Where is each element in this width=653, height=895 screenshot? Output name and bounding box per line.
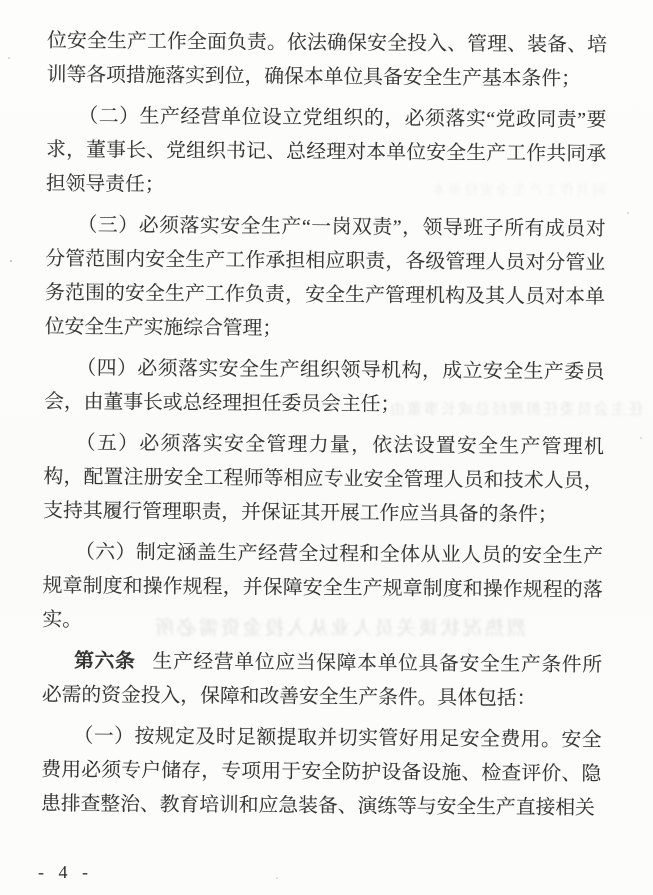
scan-speck	[8, 57, 10, 59]
scan-speck	[276, 877, 278, 879]
paragraph-item-5: （五）必须落实安全管理力量，依法设置安全生产管理机构，配置注册安全工程师等相应专业安全管理人员和技术人员，支持其履行管理职责，并保证其开展工作应当具备的条件；	[43, 432, 604, 526]
article-number: 第六条	[74, 650, 136, 673]
paragraph-item-2: （二）生产经营单位设立党组织的，必须落实“党政同责”要求，董事长、党组织书记、总经理对本单位安全生产工作共同承担领导责任；	[45, 105, 607, 196]
paragraph-item-3: （三）必须落实安全生产“一岗双责”，领导班子所有成员对分管范围内安全生产工作承担相应职责，各级管理人员对分管业务范围的安全生产工作负责，安全生产管理机构及其人员对本单位安全生产实施综合管理；	[44, 214, 606, 340]
paragraph-item-4: （四）必须落实安全生产组织领导机构，成立安全生产委员会，由董事长或总经理担任委员会主任；	[44, 357, 605, 416]
scan-speck	[640, 437, 642, 439]
bleedthrough-text: 同共作工产生全安位单本	[430, 184, 606, 199]
bleedthrough-text: 任主会员委任担理经总或长事董由	[388, 402, 644, 418]
paragraph-article-6	[42, 644, 603, 716]
paragraph-continuation: 位安全生产工作全面负责。依法确保安全投入、管理、装备、培训等各项措施落实到位，确保本单位具备安全生产基本条件；	[46, 29, 608, 91]
document-body-text	[41, 24, 607, 825]
scan-speck	[627, 212, 629, 214]
scan-speck	[10, 260, 12, 262]
paragraph-item-6: （六）制定涵盖生产经营全过程和全体从业人员的安全生产规章制度和操作规程，并保障安全生产规章制度和操作规程的落实。	[42, 541, 604, 632]
page-number: - 4 -	[38, 862, 93, 882]
bleedthrough-text: 烈热况状谈关员人业从入投金资需必所	[152, 618, 527, 639]
paragraph-item-1: （一）按规定及时足额提取并切实管好用足安全费用。安全费用必须专户储存，专项用于安全防护设备设施、检查评价、隐患排查整治、教育培训和应急装备、演练等与安全生产直接相关	[40, 725, 602, 820]
article-body: 生产经营单位应当保障本单位具备安全生产条件所必需的资金投入，保障和改善安全生产条件。具体包括：	[41, 650, 603, 710]
